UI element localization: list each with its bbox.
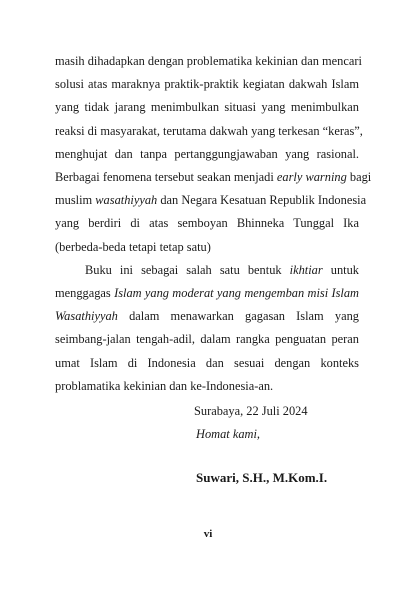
text-line: (berbeda-beda tetapi tetap satu) <box>55 239 211 254</box>
text-line: seimbang-jalan tengah-adil, dalam rangka penguatan peran <box>55 332 359 347</box>
text-line: menghujat dan tanpa pertanggungjawaban yang rasional. <box>55 146 359 161</box>
place-date: Surabaya, 22 Juli 2024 <box>194 404 308 418</box>
page-number: vi <box>203 528 213 540</box>
text-line: umat Islam di Indonesia dan sesuai dengan konteks <box>55 355 359 370</box>
preface-body <box>55 50 372 398</box>
text-line: yang tidak jarang menimbulkan situasi yang menimbulkan <box>55 100 359 115</box>
paragraph-2 <box>55 259 359 398</box>
text-line: Wasathiyyah dalam menawarkan gagasan Islam yang <box>55 309 359 324</box>
paragraph-1 <box>55 50 372 259</box>
text-line: solusi atas maraknya praktik-praktik kegiatan dakwah Islam <box>55 77 359 92</box>
text-line: reaksi di masyarakat, terutama dakwah yang terkesan “keras”, <box>55 123 363 138</box>
text-line: menggagas Islam yang moderat yang mengemban misi Islam <box>55 286 359 301</box>
text-line: Berbagai fenomena tersebut seakan menjadi early warning bagi <box>55 170 372 185</box>
text-line: masih dihadapkan dengan problematika kekinian dan mencari <box>55 54 362 68</box>
text-line: Buku ini sebagai salah satu bentuk ikhtiar untuk <box>85 262 359 277</box>
closing-greeting: Homat kami, <box>196 427 261 441</box>
text-line: problamatika kekinian dan ke-Indonesia-an. <box>55 378 274 393</box>
signatory-name: Suwari, S.H., M.Kom.I. <box>196 470 328 485</box>
text-line: muslim wasathiyyah dan Negara Kesatuan Republik Indonesia <box>55 193 367 208</box>
text-line: yang berdiri di atas semboyan Bhinneka Tunggal Ika <box>55 216 359 231</box>
